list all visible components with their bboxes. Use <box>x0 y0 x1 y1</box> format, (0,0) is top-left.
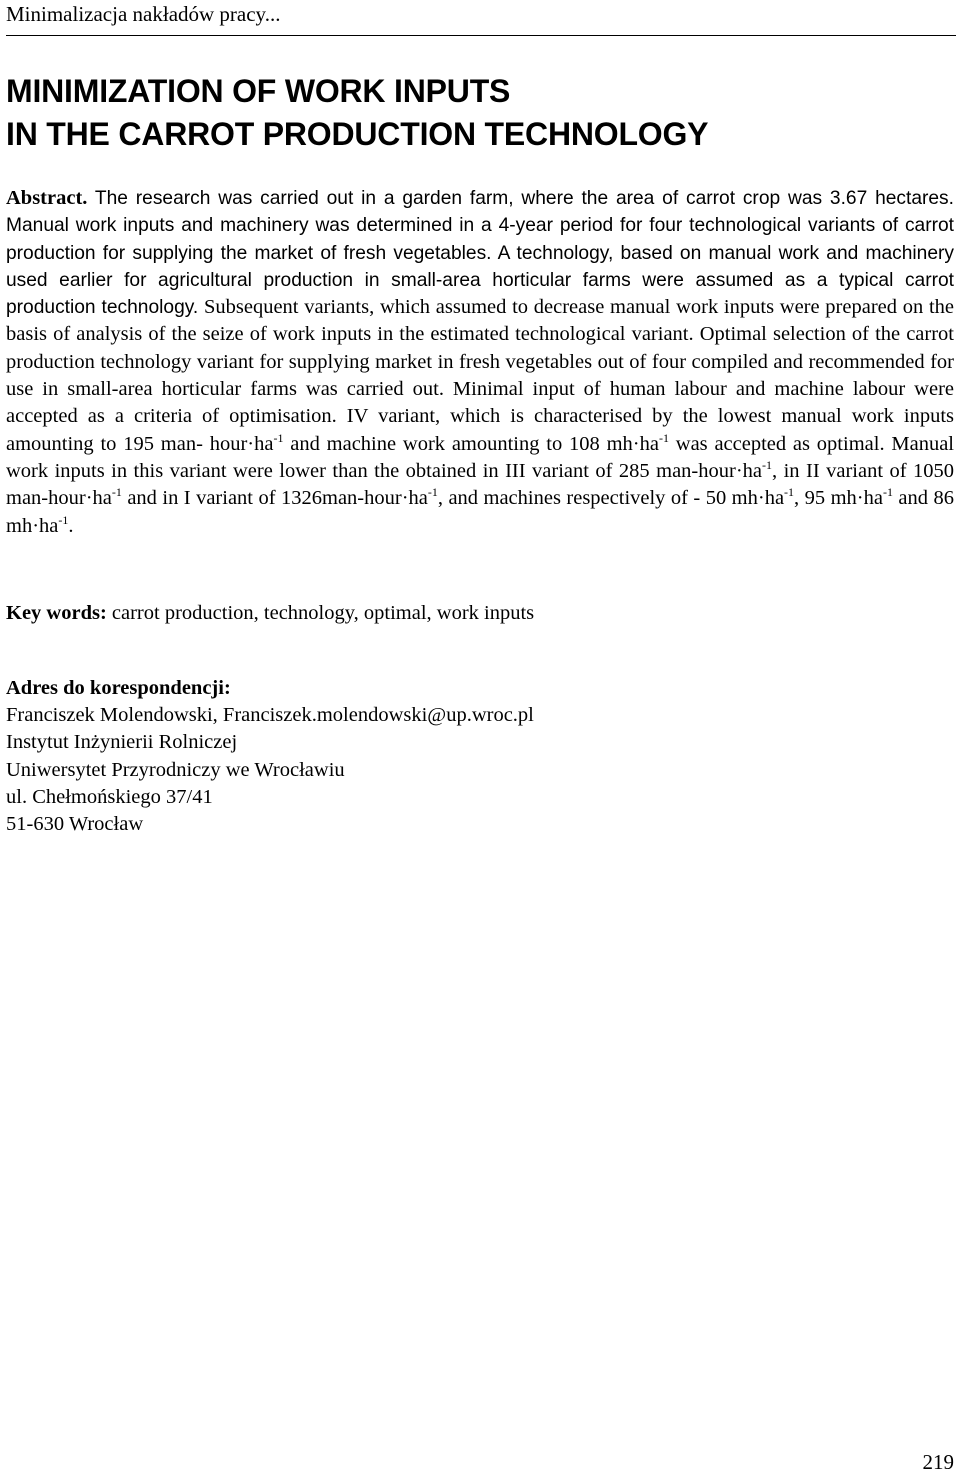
exponent: -1 <box>762 457 773 472</box>
abstract-text-part-3: and machine work amounting to 108 mh·ha <box>283 432 659 455</box>
abstract-text-part-2: Subsequent variants, which assumed to decrease manual work inputs were prepared on the basis of analysis of the seize of work inputs in the estimated technological variant. Optimal selection of the carrot production technology variant for supplying market in fresh vegetables out of four compiled and recommended for use in small-area horticular farms was carried out. Minimal input of human labour and machine labour were accepted as a criteria of optimisation. IV variant, which is characterised by the lowest manual work inputs amounting to 195 man- hour·ha <box>6 296 954 455</box>
abstract-text-part-7: , and machines respectively of - 50 mh·ha <box>437 487 785 510</box>
abstract-text-part-9: and 86 mh·ha <box>6 487 954 537</box>
abstract-text-part-6: and in I variant of 1326man-hour·ha <box>121 487 428 510</box>
exponent: -1 <box>427 485 438 500</box>
exponent: -1 <box>273 430 284 445</box>
abstract-text-part-8: , 95 mh·ha <box>794 487 883 510</box>
page-number: 219 <box>922 1450 954 1474</box>
correspondence-city: 51-630 Wrocław <box>6 813 144 836</box>
abstract-text-part-4: was accepted as optimal. Manual work inputs in this variant were lower than the obtained in III variant of 285 man-hour·ha <box>6 432 954 482</box>
paper-title <box>6 70 708 156</box>
keywords <box>6 600 534 627</box>
abstract <box>6 185 954 540</box>
exponent: -1 <box>882 485 893 500</box>
header-rule <box>6 35 956 36</box>
exponent: -1 <box>784 485 795 500</box>
exponent: -1 <box>658 430 669 445</box>
correspondence-street: ul. Chełmońskiego 37/41 <box>6 785 213 808</box>
title-line-1: MINIMIZATION OF WORK INPUTS <box>6 73 511 109</box>
running-header: Minimalizacja nakładów pracy... <box>6 2 281 26</box>
correspondence-institute: Instytut Inżynierii Rolniczej <box>6 731 238 754</box>
keywords-label: Key words: <box>6 602 107 624</box>
correspondence-address <box>6 675 534 838</box>
abstract-text-part-5: , in II variant of 1050 man-hour·ha <box>6 459 955 510</box>
keywords-text: carrot production, technology, optimal, work inputs <box>106 602 535 624</box>
correspondence-author-email: Franciszek Molendowski, Franciszek.molendowski@up.wroc.pl <box>6 704 534 727</box>
abstract-text-part-10: . <box>68 514 74 537</box>
correspondence-university: Uniwersytet Przyrodniczy we Wrocławiu <box>6 758 345 781</box>
exponent: -1 <box>111 485 122 500</box>
correspondence-label: Adres do korespondencji: <box>6 677 231 699</box>
title-line-2: IN THE CARROT PRODUCTION TECHNOLOGY <box>6 116 709 152</box>
abstract-text-part-1: The research was carried out in a garden farm, where the area of carrot crop was 3.67 hectares. Manual work inputs and machinery was determined in a 4-year period for four technological variants of carrot production for supplying the market of fresh vegetables. A technology, based on manual work and machinery used earlier for agricultural production in small-area horticular farms were assumed as a typical carrot production technology. <box>6 188 954 319</box>
exponent: -1 <box>58 512 69 527</box>
abstract-label: Abstract. <box>6 187 88 209</box>
